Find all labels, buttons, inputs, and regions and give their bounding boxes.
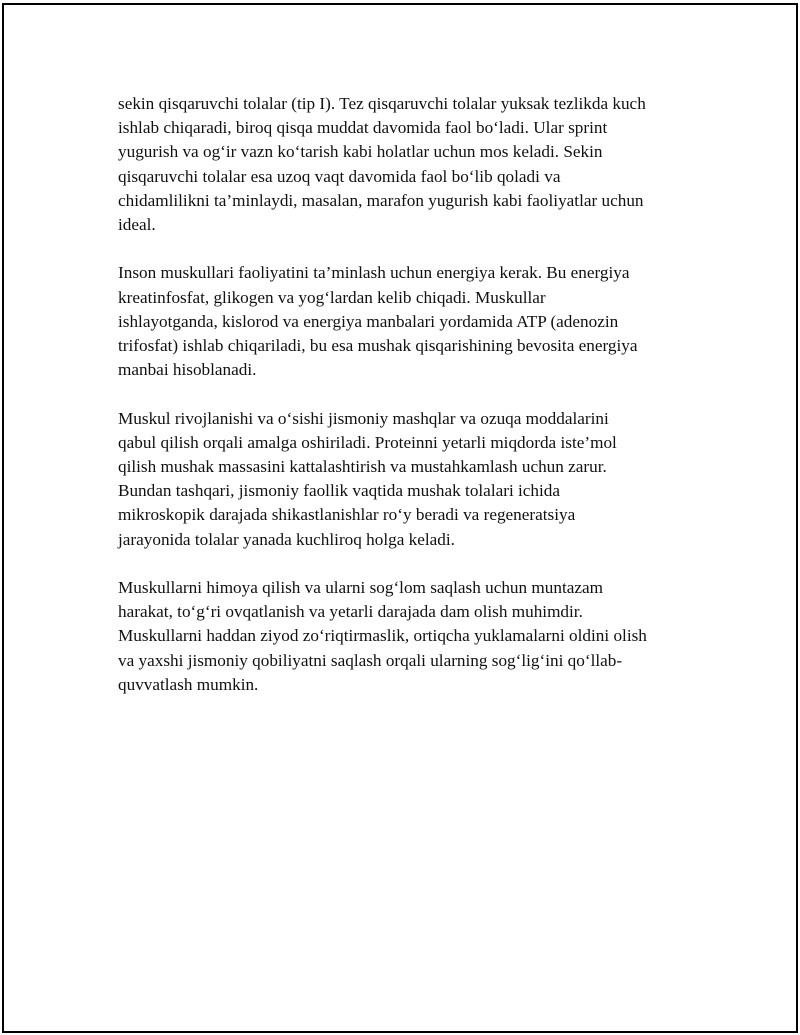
text-line: ideal. (118, 215, 156, 235)
text-line: Muskullarni haddan ziyod zo‘riqtirmaslik, ortiqcha yuklamalarni oldini olish (118, 626, 647, 646)
text-line: manbai hisoblanadi. (118, 360, 257, 380)
text-line: Inson muskullari faoliyatini ta’minlash uchun energiya kerak. Bu energiya (118, 263, 630, 283)
text-line: sekin qisqaruvchi tolalar (tip I). Tez qisqaruvchi tolalar yuksak tezlikda kuch (118, 94, 646, 113)
text-line: Bundan tashqari, jismoniy faollik vaqtida mushak tolalari ichida (118, 481, 561, 501)
text-line: jarayonida tolalar yanada kuchliroq holga keladi. (118, 529, 455, 549)
text-line: quvvatlash mumkin. (118, 674, 259, 694)
text-line: qilish mushak massasini kattalashtirish va mustahkamlash uchun zarur. (118, 457, 607, 477)
text-line: ishlayotganda, kislorod va energiya manbalari yordamida ATP (adenozin (118, 311, 619, 331)
paragraph-muscle-fiber-types (118, 92, 693, 237)
text-line: harakat, to‘g‘ri ovqatlanish va yetarli darajada dam olish muhimdir. (118, 602, 583, 622)
text-line: chidamlilikni ta’minlaydi, masalan, marafon yugurish kabi faoliyatlar uchun (118, 190, 644, 210)
text-line: yugurish va og‘ir vazn ko‘tarish kabi holatlar uchun mos keladi. Sekin (118, 142, 603, 162)
text-line: Muskul rivojlanishi va o‘sishi jismoniy mashqlar va ozuqa moddalarini (118, 408, 609, 428)
text-line: qisqaruvchi tolalar esa uzoq vaqt davomida faol bo‘lib qoladi va (118, 166, 561, 186)
text-line: trifosfat) ishlab chiqariladi, bu esa mushak qisqarishining bevosita energiya (118, 336, 638, 356)
text-line: Muskullarni himoya qilish va ularni sog‘lom saqlash uchun muntazam (118, 578, 603, 598)
document-body (118, 92, 693, 721)
text-line: mikroskopik darajada shikastlanishlar ro‘y beradi va regeneratsiya (118, 505, 576, 525)
text-line: va yaxshi jismoniy qobiliyatni saqlash orqali ularning sog‘lig‘ini qo‘llab- (118, 650, 623, 670)
text-line: kreatinfosfat, glikogen va yog‘lardan kelib chiqadi. Muskullar (118, 287, 546, 307)
paragraph-muscle-health (118, 576, 693, 697)
paragraph-muscle-energy (118, 261, 693, 382)
text-line: qabul qilish orqali amalga oshiriladi. Proteinni yetarli miqdorda iste’mol (118, 432, 617, 452)
paragraph-muscle-growth (118, 407, 693, 552)
text-line: ishlab chiqaradi, biroq qisqa muddat davomida faol bo‘ladi. Ular sprint (118, 118, 608, 138)
